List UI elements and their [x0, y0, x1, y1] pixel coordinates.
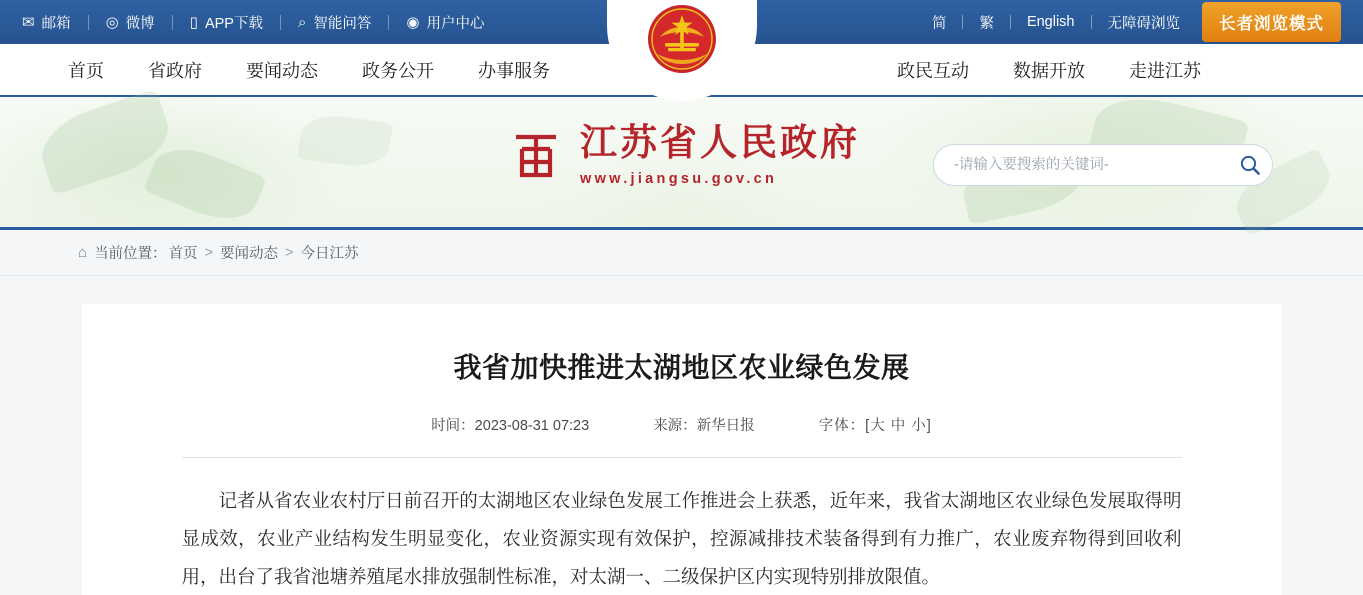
topbar-item-app-download[interactable] [190, 12, 263, 33]
site-url: www.jiangsu.gov.cn [580, 170, 778, 187]
topbar-item-label: 智能问答 [313, 15, 372, 32]
nav-item-visit-jiangsu[interactable]: 走进江苏 [1129, 60, 1201, 81]
jiangsu-seal-icon [508, 128, 564, 184]
user-center-icon: ◉ [406, 13, 420, 31]
decorative-leaf [297, 111, 393, 171]
accessibility-mode-link[interactable]: 无障碍浏览 [1107, 15, 1180, 32]
breadcrumb-separator: > [204, 244, 214, 261]
topbar-item-label: 微博 [125, 15, 155, 32]
nav-item-open-data[interactable]: 数据开放 [1013, 60, 1085, 81]
divider [962, 15, 963, 29]
decorative-leaf [143, 137, 267, 232]
topbar-item-label: APP下载 [204, 15, 263, 32]
site-logo[interactable] [508, 125, 860, 187]
nav-item-government-affairs[interactable]: 政务公开 [362, 60, 434, 81]
topbar-item-smart-qa[interactable] [298, 12, 371, 33]
page-body [0, 276, 1363, 595]
mobile-app-icon: ▯ [189, 13, 198, 31]
font-size-small[interactable]: 小 [911, 418, 927, 434]
nav-item-news[interactable]: 要闻动态 [246, 60, 318, 81]
topbar-item-weibo[interactable] [106, 12, 155, 33]
divider [88, 15, 89, 30]
search-icon [1238, 153, 1262, 177]
divider [182, 457, 1182, 458]
article-meta [106, 414, 1258, 435]
site-banner [0, 97, 1363, 230]
search-box[interactable] [933, 144, 1273, 186]
lang-simplified[interactable]: 简 [931, 15, 947, 32]
divider [280, 15, 281, 30]
divider [1091, 15, 1092, 29]
page-title: 我省加快推进太湖地区农业绿色发展 [453, 352, 910, 383]
nav-item-home[interactable]: 首页 [68, 60, 104, 81]
nav-item-services[interactable]: 办事服务 [478, 60, 550, 81]
mail-icon: ✉ [22, 13, 35, 31]
nav-item-interaction[interactable]: 政民互动 [897, 60, 969, 81]
breadcrumb-item-home[interactable]: 首页 [168, 246, 198, 262]
article-paragraph: 记者从省农业农村厅日前召开的太湖地区农业绿色发展工作推进会上获悉，近年来，我省太湖地区农业绿色发展取得明显成效，农业产业结构发生明显变化，农业资源实现有效保护，控源减排技术装备得到有力推广，农业废弃物得到回收利用，出台了我省池塘养殖尾水排放强制性标准，对太湖一、二级保护区内实现特别排放限值。 [181, 492, 1182, 588]
breadcrumb-separator: > [285, 244, 294, 261]
nav-item-provincial-government[interactable]: 省政府 [148, 60, 202, 81]
divider [1010, 15, 1011, 29]
font-size-control [819, 414, 932, 435]
top-utility-links [22, 12, 484, 33]
home-icon[interactable]: ⌂ [78, 244, 88, 261]
top-utility-lang-group [932, 2, 1341, 42]
font-size-label-end: ] [926, 418, 932, 434]
search-input[interactable] [952, 156, 1234, 174]
search-button[interactable] [1234, 149, 1266, 181]
national-emblem-container [607, 0, 757, 101]
font-size-medium[interactable]: 中 [890, 418, 907, 434]
font-size-large[interactable]: 大 [870, 418, 886, 434]
nav-right-group [875, 57, 1223, 83]
nav-left-group [46, 57, 572, 83]
weibo-icon: ◎ [105, 13, 119, 31]
breadcrumb-item-news[interactable]: 要闻动态 [220, 246, 279, 262]
national-emblem-icon [645, 2, 719, 76]
elder-browse-mode-button[interactable]: 长者浏览模式 [1202, 2, 1341, 42]
lang-traditional[interactable]: 繁 [979, 15, 994, 32]
main-navigation [0, 44, 1363, 97]
breadcrumb [0, 230, 1363, 276]
article-source: 来源：新华日报 [653, 418, 755, 434]
font-size-label: 字体：[ [818, 418, 871, 434]
divider [388, 15, 389, 30]
article-time: 时间：2023-08-31 07:23 [431, 418, 590, 434]
lang-english[interactable]: English [1026, 14, 1075, 30]
topbar-item-label: 用户中心 [426, 15, 485, 32]
site-title-cn: 江苏省人民政府 [580, 123, 860, 164]
topbar-item-user-center[interactable] [406, 12, 484, 33]
breadcrumb-item-today-jiangsu[interactable]: 今日江苏 [300, 246, 359, 262]
breadcrumb-label: 当前位置： [94, 246, 167, 262]
smart-qa-icon: ⌕ [297, 13, 307, 31]
topbar-item-mail[interactable] [22, 12, 71, 33]
divider [172, 15, 173, 30]
topbar-item-label: 邮箱 [41, 15, 71, 32]
article-card [82, 304, 1282, 595]
